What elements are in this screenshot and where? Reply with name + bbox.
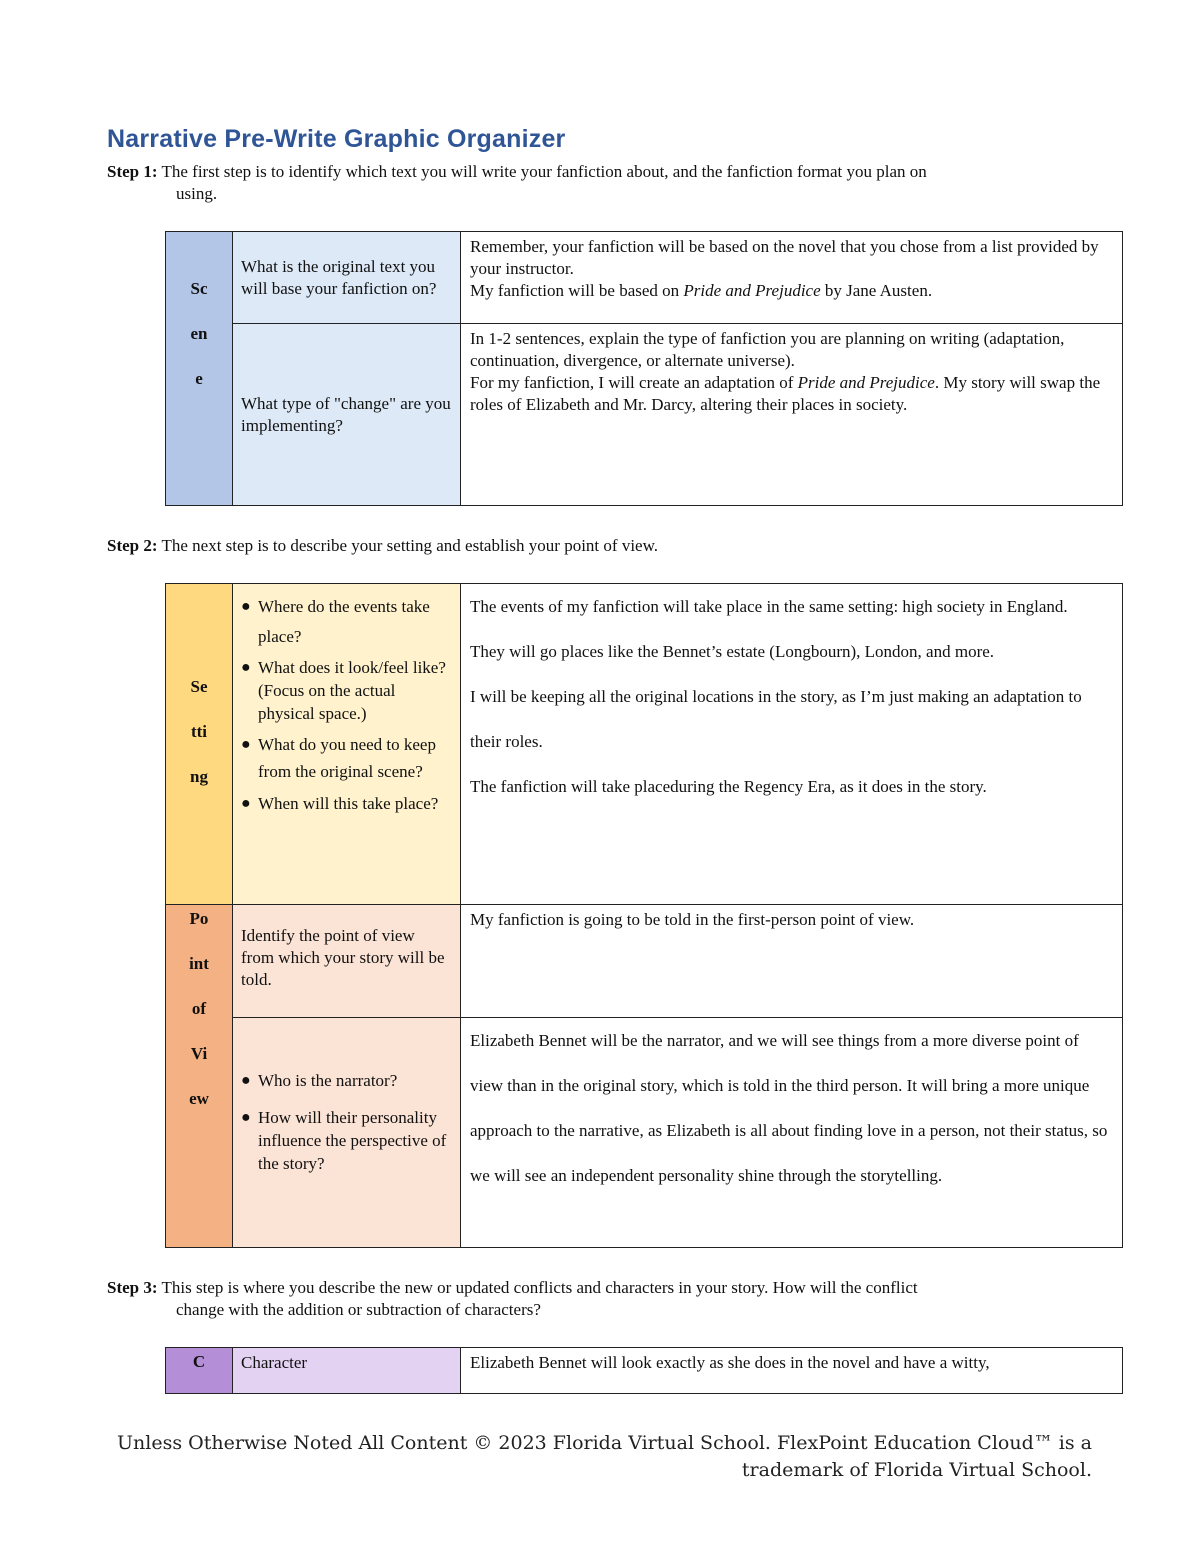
narrator-bullet: ● Who is the narrator? bbox=[241, 1071, 398, 1090]
answer-text: For my fanfiction, I will create an adaptation of Pride and Prejudice. My story will swap the roles of Elizabeth and Mr. Darcy, altering their places in society. bbox=[470, 373, 1101, 414]
step1-label: Step 1: bbox=[107, 162, 158, 181]
step3-label: Step 3: bbox=[107, 1278, 158, 1297]
pov-answer: My fanfiction is going to be told in the first-person point of view. bbox=[461, 905, 1123, 1018]
step3-instructions bbox=[107, 1277, 1067, 1321]
side-text: en bbox=[190, 324, 208, 343]
step3-text-cont: change with the addition or subtraction of characters? bbox=[176, 1300, 541, 1319]
character-question: Character bbox=[233, 1348, 461, 1394]
answer-text: I will be keeping all the original locations in the story, as I’m just making an adaptation to their roles. bbox=[470, 687, 1082, 751]
pov-side-label bbox=[166, 905, 233, 1248]
setting-side-label bbox=[166, 584, 233, 905]
step1-text-cont: using. bbox=[176, 184, 218, 203]
scene-question-original-text: What is the original text you will base your fanfiction on? bbox=[233, 232, 461, 324]
character-answer: Elizabeth Bennet will look exactly as she does in the novel and have a witty, bbox=[461, 1348, 1123, 1394]
scene-table bbox=[165, 231, 1123, 506]
side-text: Se bbox=[190, 677, 208, 696]
step3-text: This step is where you describe the new or updated conflicts and characters in your story. How will the conflict bbox=[161, 1278, 918, 1297]
side-text: Po bbox=[189, 909, 209, 928]
character-side-label: C bbox=[166, 1348, 233, 1394]
narrator-answer: Elizabeth Bennet will be the narrator, and we will see things from a more diverse point of view than in the original story, which is told in the third person. It will bring a more unique approach to the narrative, as Elizabeth is all about finding love in a person, not their status, so we will see an independent personality shine through the storytelling. bbox=[461, 1018, 1123, 1248]
step1-text: The first step is to identify which text you will write your fanfiction about, and the fanfiction format you plan on bbox=[161, 162, 927, 181]
character-table bbox=[165, 1347, 1123, 1394]
step2-text: The next step is to describe your setting and establish your point of view. bbox=[161, 536, 659, 555]
setting-bullet: ● When will this take place? bbox=[241, 794, 439, 813]
step2-instructions bbox=[107, 535, 1067, 557]
setting-bullet: ● What does it look/feel like? (Focus on the actual physical space.) bbox=[241, 658, 446, 723]
setting-pov-table bbox=[165, 583, 1123, 1248]
page-title: Narrative Pre-Write Graphic Organizer bbox=[107, 125, 566, 153]
side-text: tti bbox=[190, 722, 208, 741]
narrator-bullet: ● How will their personality influence the perspective of the story? bbox=[241, 1108, 447, 1173]
side-text: of bbox=[191, 999, 207, 1018]
side-text: ng bbox=[190, 767, 208, 786]
setting-answer bbox=[461, 584, 1123, 905]
scene-answer-original-text bbox=[461, 232, 1123, 324]
side-text: int bbox=[189, 954, 209, 973]
answer-text: The events of my fanfiction will take place in the same setting: high society in England. bbox=[470, 597, 1068, 616]
answer-text: Remember, your fanfiction will be based on the novel that you chose from a list provided by your instructor. bbox=[470, 237, 1099, 278]
side-text: e bbox=[195, 369, 203, 388]
setting-questions bbox=[233, 584, 461, 905]
step1-instructions bbox=[107, 161, 1067, 205]
step2-label: Step 2: bbox=[107, 536, 158, 555]
pov-question: Identify the point of view from which your story will be told. bbox=[233, 905, 461, 1018]
answer-text: My fanfiction will be based on Pride and Prejudice by Jane Austen. bbox=[470, 281, 933, 300]
scene-side-label bbox=[166, 232, 233, 506]
answer-text: In 1-2 sentences, explain the type of fanfiction you are planning on writing (adaptation, continuation, divergence, or alternate universe). bbox=[470, 329, 1065, 370]
setting-bullet: ● Where do the events take place? bbox=[241, 597, 430, 646]
side-text: Vi bbox=[190, 1044, 208, 1063]
copyright-footer bbox=[117, 1430, 1092, 1484]
answer-text: The fanfiction will take placeduring the Regency Era, as it does in the story. bbox=[470, 777, 987, 796]
setting-bullet: ● What do you need to keep from the original scene? bbox=[241, 735, 436, 781]
footer-line: trademark of Florida Virtual School. bbox=[741, 1459, 1092, 1481]
footer-line: Unless Otherwise Noted All Content © 2023 Florida Virtual School. FlexPoint Education Cloud™ is a bbox=[117, 1432, 1092, 1454]
side-text: ew bbox=[189, 1089, 209, 1108]
narrator-questions bbox=[233, 1018, 461, 1248]
scene-question-change: What type of "change" are you implementing? bbox=[233, 324, 461, 506]
scene-answer-change bbox=[461, 324, 1123, 506]
answer-text: They will go places like the Bennet’s estate (Longbourn), London, and more. bbox=[470, 642, 995, 661]
side-text: Sc bbox=[190, 279, 208, 298]
